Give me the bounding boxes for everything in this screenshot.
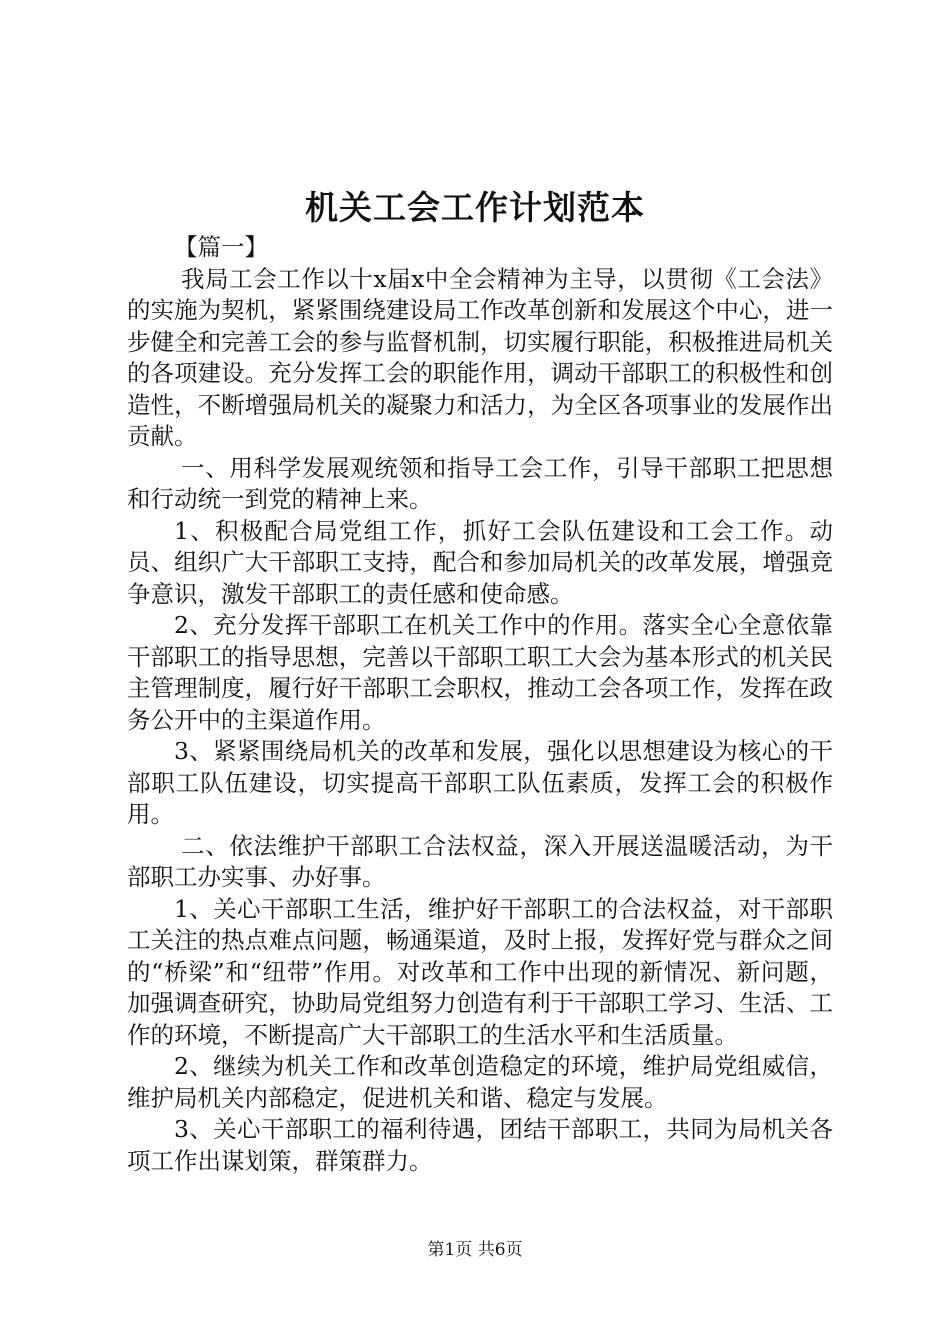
paragraph-intro: 我局工会工作以十x届x中全会精神为主导，以贯彻《工会法》的实施为契机，紧紧围绕建设局工作改革创新和发展这个中心，进一步健全和完善工会的参与监督机制，切实履行职能，积极推进局机关的各项建设。充分发挥工会的职能作用，调动干部职工的积极性和创造性，不断增强局机关的凝聚力和活力，为全区各项事业的发展作出贡献。: [127, 264, 833, 450]
heading-section-two: 二、依法维护干部职工合法权益，深入开展送温暖活动，为干部职工办实事、办好事。: [127, 831, 833, 891]
document-title: 机关工会工作计划范本: [305, 188, 645, 227]
paragraph-2-3: 3、关心干部职工的福利待遇，团结干部职工，共同为局机关各项工作出谋划策，群策群力。: [127, 1115, 833, 1175]
paragraph-1-3: 3、紧紧围绕局机关的改革和发展，强化以思想建设为核心的干部职工队伍建设，切实提高干部职工队伍素质，发挥工会的积极作用。: [127, 737, 833, 828]
paragraph-1-2: 2、充分发挥干部职工在机关工作中的作用。落实全心全意依靠干部职工的指导思想，完善以干部职工职工大会为基本形式的机关民主管理制度，履行好干部职工会职权，推动工会各项工作，发挥在政务公开中的主渠道作用。: [127, 611, 833, 734]
section-label: 【篇一】: [174, 233, 268, 261]
heading-section-one: 一、用科学发展观统领和指导工会工作，引导干部职工把思想和行动统一到党的精神上来。: [127, 453, 833, 513]
paragraph-2-1: 1、关心干部职工生活，维护好干部职工的合法权益，对干部职工关注的热点难点问题，畅通渠道，及时上报，发挥好党与群众之间的“桥梁”和“纽带”作用。对改革和工作中出现的新情况、新问题，加强调查研究，协助局党组努力创造有利于干部职工学习、生活、工作的环境，不断提高广大干部职工的生活水平和生活质量。: [127, 894, 833, 1049]
page-footer: 第1页 共6页: [427, 1240, 523, 1260]
document-body: [127, 232, 833, 1177]
paragraph-1-1: 1、积极配合局党组工作，抓好工会队伍建设和工会工作。动员、组织广大干部职工支持，配合和参加局机关的改革发展，增强竞争意识，激发干部职工的责任感和使命感。: [127, 516, 833, 608]
paragraph-2-2: 2、继续为机关工作和改革创造稳定的环境，维护局党组威信，维护局机关内部稳定，促进机关和谐、稳定与发展。: [127, 1052, 833, 1112]
